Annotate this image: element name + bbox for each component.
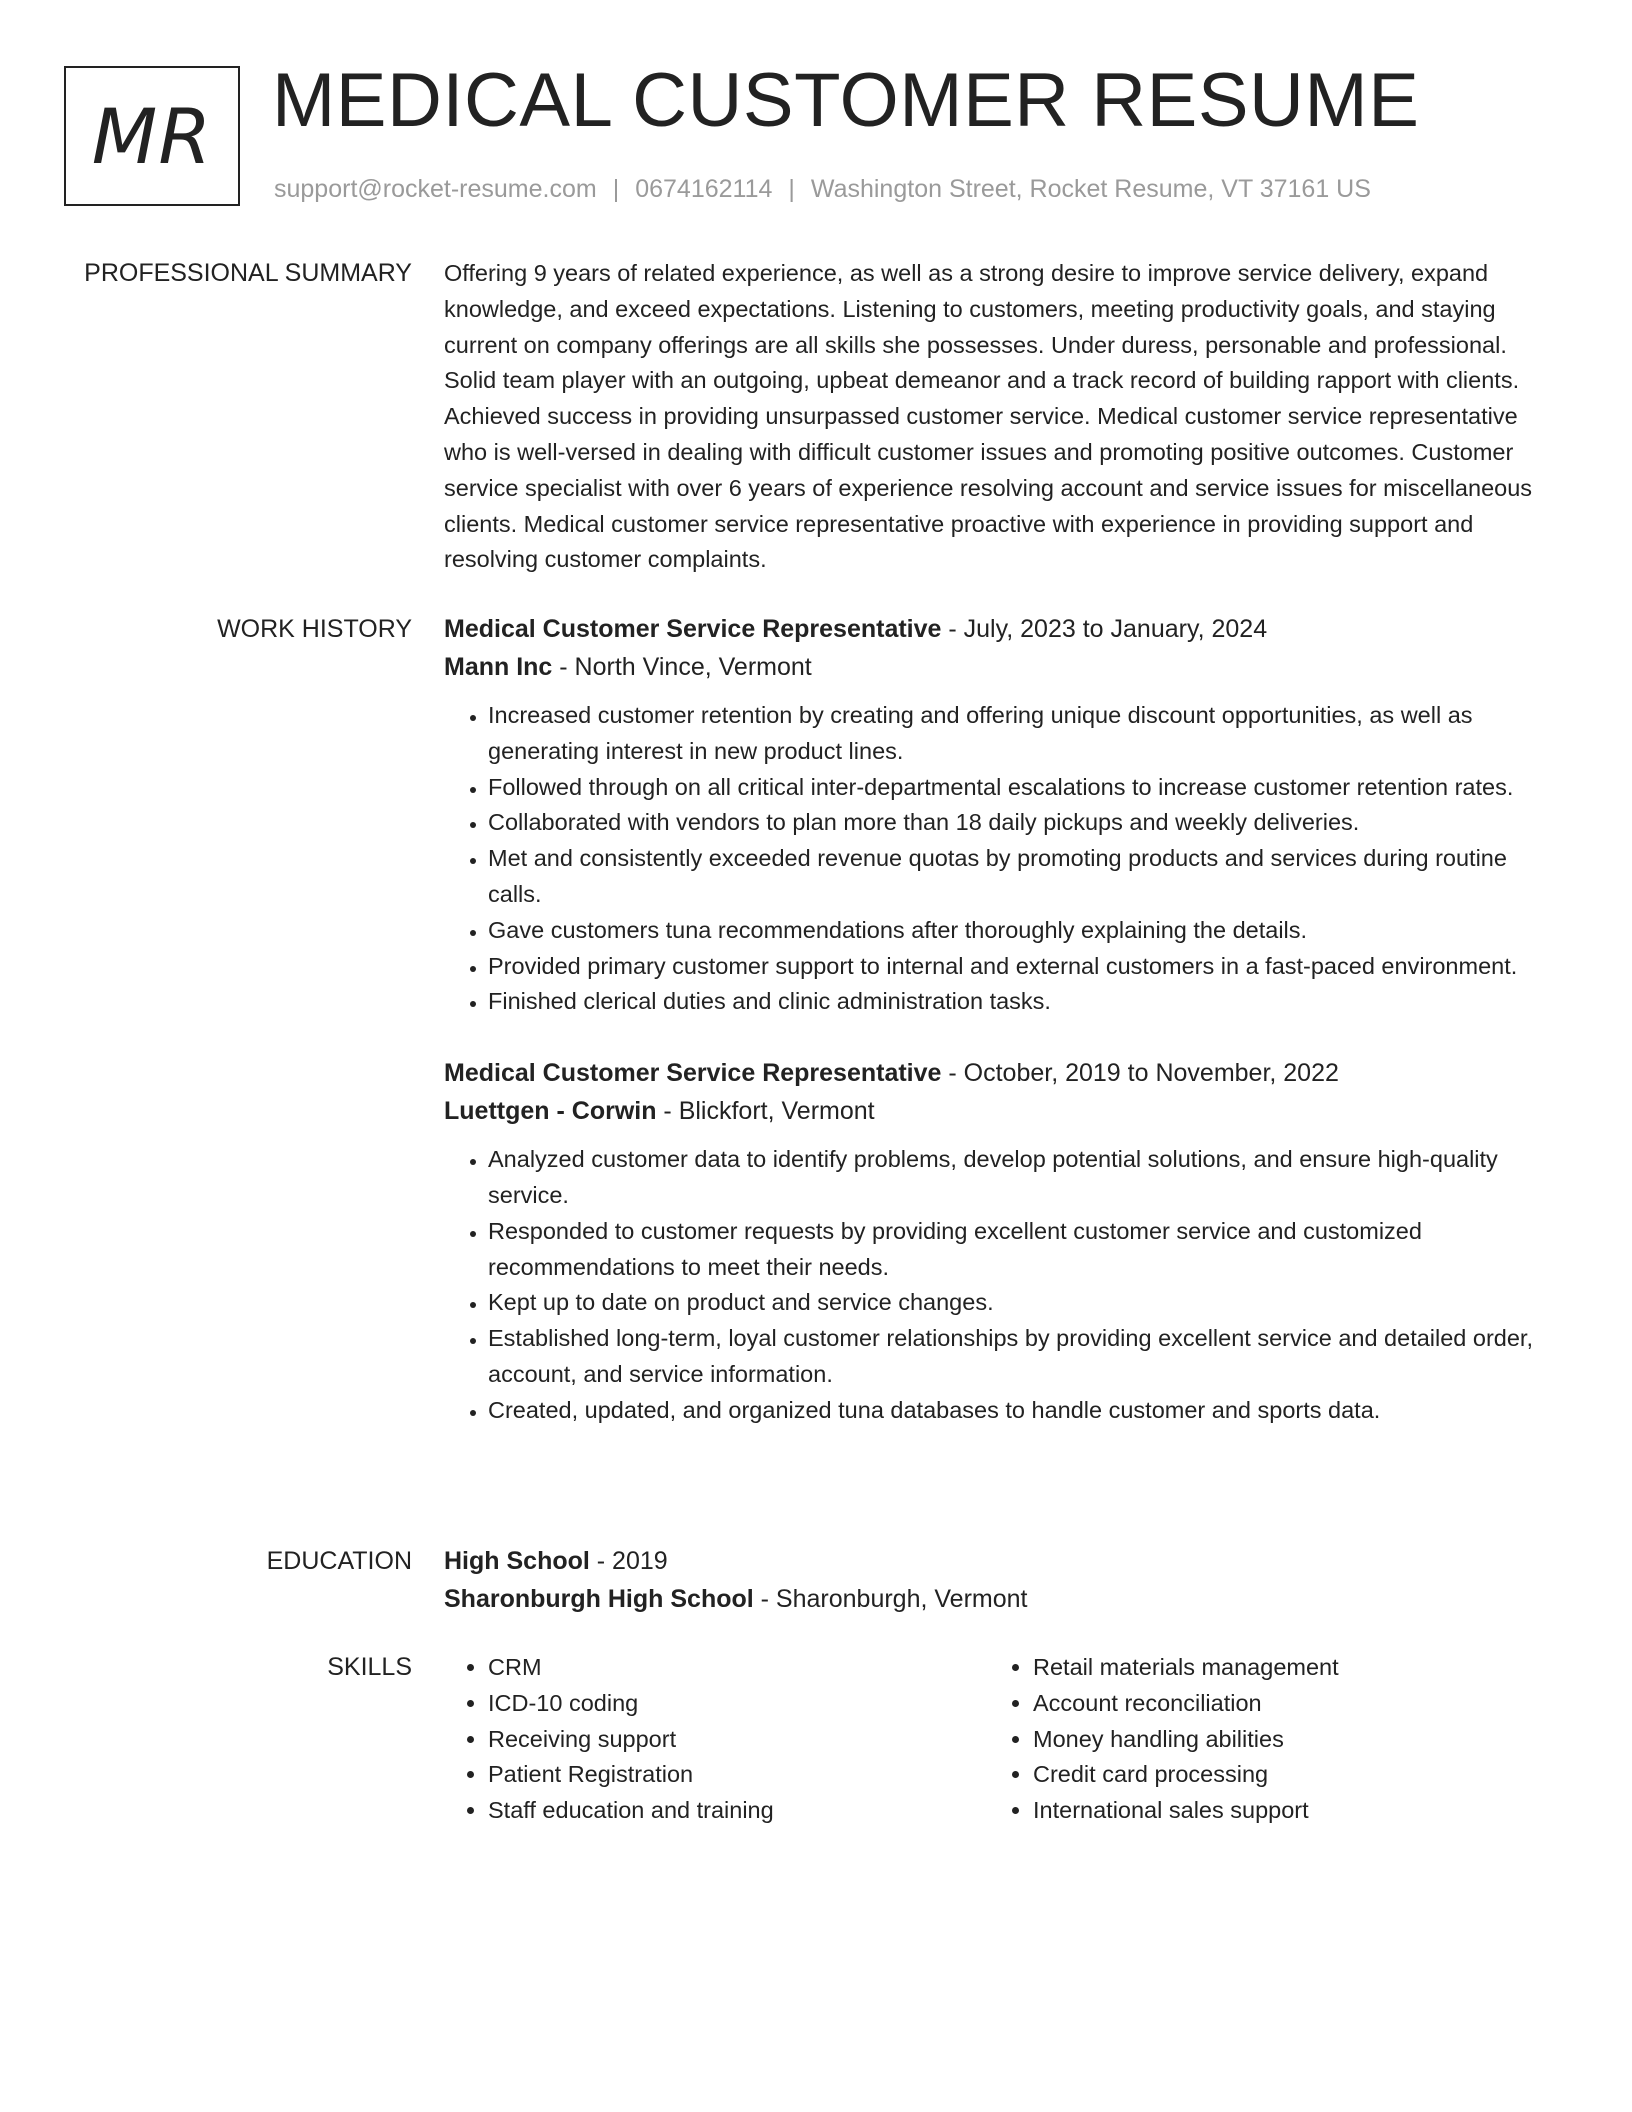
job-dates: - July, 2023 to January, 2024	[941, 615, 1268, 643]
section-label-summary: PROFESSIONAL SUMMARY	[84, 259, 412, 287]
job-title: Medical Customer Service Representative	[444, 1059, 942, 1088]
skill-item: • International sales support	[1033, 1793, 1534, 1829]
education-degree: High School	[444, 1547, 590, 1575]
monogram-badge	[64, 66, 240, 206]
job-duties-list	[444, 1142, 1560, 1428]
education-section	[444, 1542, 1560, 1618]
job-company-line	[444, 1092, 1560, 1130]
job-company: Mann Inc	[444, 653, 553, 681]
skills-list	[444, 1650, 989, 1829]
skill-item: • Staff education and training	[488, 1793, 989, 1829]
job-duty-item: • Gave customers tuna recommendations after thoroughly explaining the details.	[488, 913, 1560, 949]
work-history-section	[444, 610, 1560, 1429]
skills-columns	[444, 1650, 1560, 1829]
section-label-education: EDUCATION	[266, 1547, 412, 1575]
job-entry	[444, 1054, 1560, 1428]
job-duty-item: • Met and consistently exceeded revenue quotas by promoting products and services during routine calls.	[488, 841, 1560, 913]
contact-line	[274, 172, 1371, 206]
summary-section	[444, 256, 1560, 578]
skill-item: • Credit card processing	[1033, 1757, 1534, 1793]
job-duty-item: • Analyzed customer data to identify problems, develop potential solutions, and ensure high-quality service.	[488, 1142, 1560, 1214]
contact-separator: |	[612, 175, 620, 203]
resume-title: MEDICAL CUSTOMER RESUME	[272, 58, 1420, 143]
monogram-initials: MR	[91, 91, 213, 181]
skill-item: • Receiving support	[488, 1722, 989, 1758]
skills-column-left	[444, 1650, 989, 1829]
section-label-skills: SKILLS	[327, 1653, 412, 1681]
contact-phone[interactable]: 0674162114	[635, 175, 773, 203]
job-duty-item: • Provided primary customer support to internal and external customers in a fast-paced environment.	[488, 949, 1560, 985]
skills-list	[989, 1650, 1534, 1829]
skill-item: • ICD-10 coding	[488, 1686, 989, 1722]
skill-item: • Retail materials management	[1033, 1650, 1534, 1686]
education-year: - 2019	[589, 1547, 668, 1575]
contact-address: Washington Street, Rocket Resume, VT 37161 US	[810, 175, 1371, 203]
job-location: - Blickfort, Vermont	[656, 1097, 875, 1126]
job-duty-item: • Established long-term, loyal customer relationships by providing excellent service and detailed order, account, and service information.	[488, 1321, 1560, 1393]
job-duties-list	[444, 698, 1560, 1020]
summary-text: Offering 9 years of related experience, as well as a strong desire to improve service delivery, expand knowledge, and exceed expectations. Listening to customers, meeting productivity goals, and staying current on company offerings are all skills she possesses. Under duress, personable and professional. Solid team player with an outgoing, upbeat demeanor and a track record of building rapport with clients. Achieved success in providing unsurpassed customer service. Medical customer service representative who is well-versed in dealing with difficult customer issues and promoting positive outcomes. Customer service specialist with over 6 years of experience resolving account and service issues for miscellaneous clients. Medical customer service representative proactive with experience in providing support and resolving customer complaints.	[444, 260, 1533, 573]
education-location: - Sharonburgh, Vermont	[753, 1585, 1028, 1613]
job-location: - North Vince, Vermont	[552, 653, 812, 681]
skill-item: • Patient Registration	[488, 1757, 989, 1793]
job-dates: - October, 2019 to November, 2022	[941, 1059, 1339, 1088]
job-duty-item: • Followed through on all critical inter-departmental escalations to increase customer retention rates.	[488, 770, 1560, 806]
skill-item: • Account reconciliation	[1033, 1686, 1534, 1722]
skills-column-right	[989, 1650, 1534, 1829]
job-title: Medical Customer Service Representative	[444, 615, 942, 643]
job-company-line	[444, 648, 1560, 686]
skill-item: • CRM	[488, 1650, 989, 1686]
job-duty-item: • Collaborated with vendors to plan more than 18 daily pickups and weekly deliveries.	[488, 805, 1560, 841]
job-duty-item: • Kept up to date on product and service changes.	[488, 1285, 1560, 1321]
contact-email[interactable]: support@rocket-resume.com	[274, 175, 597, 203]
education-degree-line	[444, 1542, 1560, 1580]
job-company: Luettgen - Corwin	[444, 1097, 657, 1126]
job-entry	[444, 610, 1560, 1020]
job-duty-item: • Created, updated, and organized tuna databases to handle customer and sports data.	[488, 1393, 1560, 1429]
job-title-line	[444, 1054, 1560, 1092]
section-label-work-history: WORK HISTORY	[217, 615, 412, 643]
skills-section	[444, 1650, 1560, 1829]
contact-separator: |	[788, 175, 795, 203]
job-duty-item: • Responded to customer requests by providing excellent customer service and customized recommendations to meet their needs.	[488, 1214, 1560, 1286]
job-duty-item: • Finished clerical duties and clinic administration tasks.	[488, 984, 1560, 1020]
education-school: Sharonburgh High School	[444, 1585, 754, 1613]
skill-item: • Money handling abilities	[1033, 1722, 1534, 1758]
education-school-line	[444, 1580, 1560, 1618]
job-title-line	[444, 610, 1560, 648]
job-duty-item: • Increased customer retention by creating and offering unique discount opportunities, as well as generating interest in new product lines.	[488, 698, 1560, 770]
